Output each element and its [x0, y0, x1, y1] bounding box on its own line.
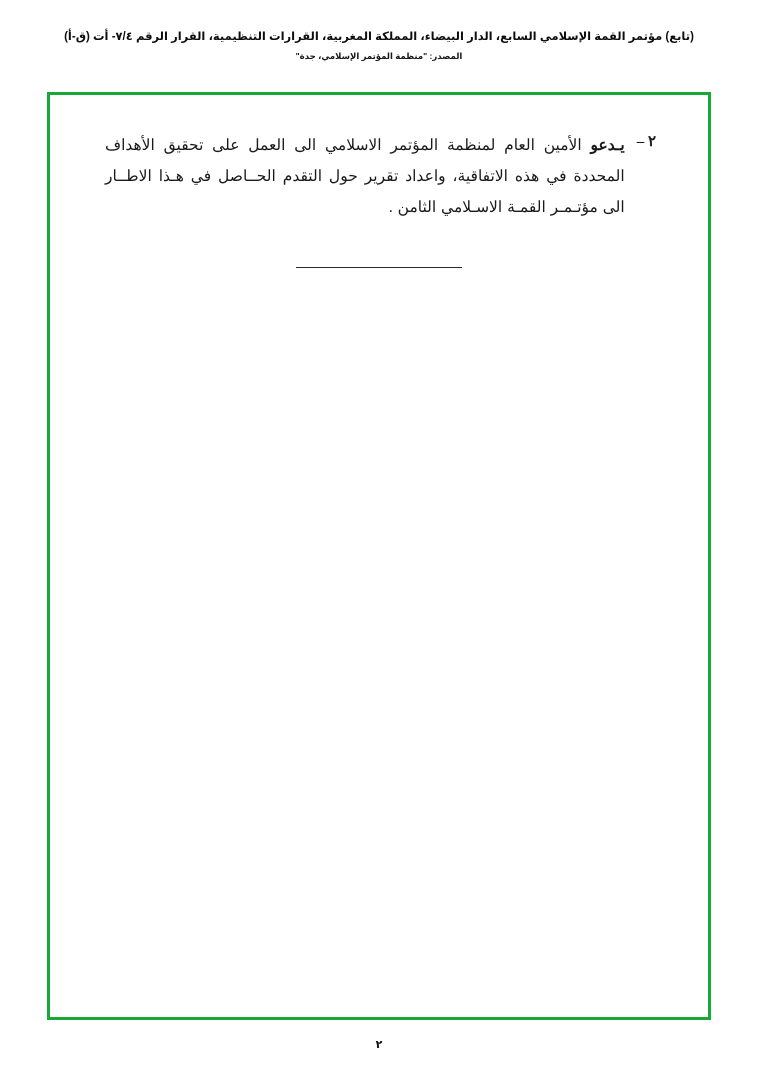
clause-paragraph [105, 130, 625, 223]
page-number: ٢ [375, 1039, 383, 1051]
section-separator-wrap [50, 267, 708, 268]
header-source: المصدر: "منظمة المؤتمر الإسلامي، جدة" [295, 50, 463, 61]
clause-number: ٢ – [636, 134, 656, 150]
clause-item [105, 130, 656, 223]
page-header [0, 30, 758, 62]
clause-lead-word: يـدعو [590, 137, 625, 154]
document-body [105, 130, 656, 223]
green-content-frame [47, 92, 711, 1020]
section-separator-rule [296, 267, 462, 268]
header-title: (تابع) مؤتمر القمة الإسلامي السابع، الدار البيضاء، المملكة المغربية، القرارات التنظيمية، القرار الرقم ٧/٤- أت (ق-أ) [64, 31, 694, 43]
clause-body-text: الأمين العام لمنظمة المؤتمر الاسلامي الى العمل على تحقيق الأهداف المحددة في هذه الاتفاقية، واعداد تقرير حول التقدم الحــاصل في هـذا الاطــار الى مؤتـمـر القمـة الاسـلامي الثامن . [105, 137, 625, 216]
